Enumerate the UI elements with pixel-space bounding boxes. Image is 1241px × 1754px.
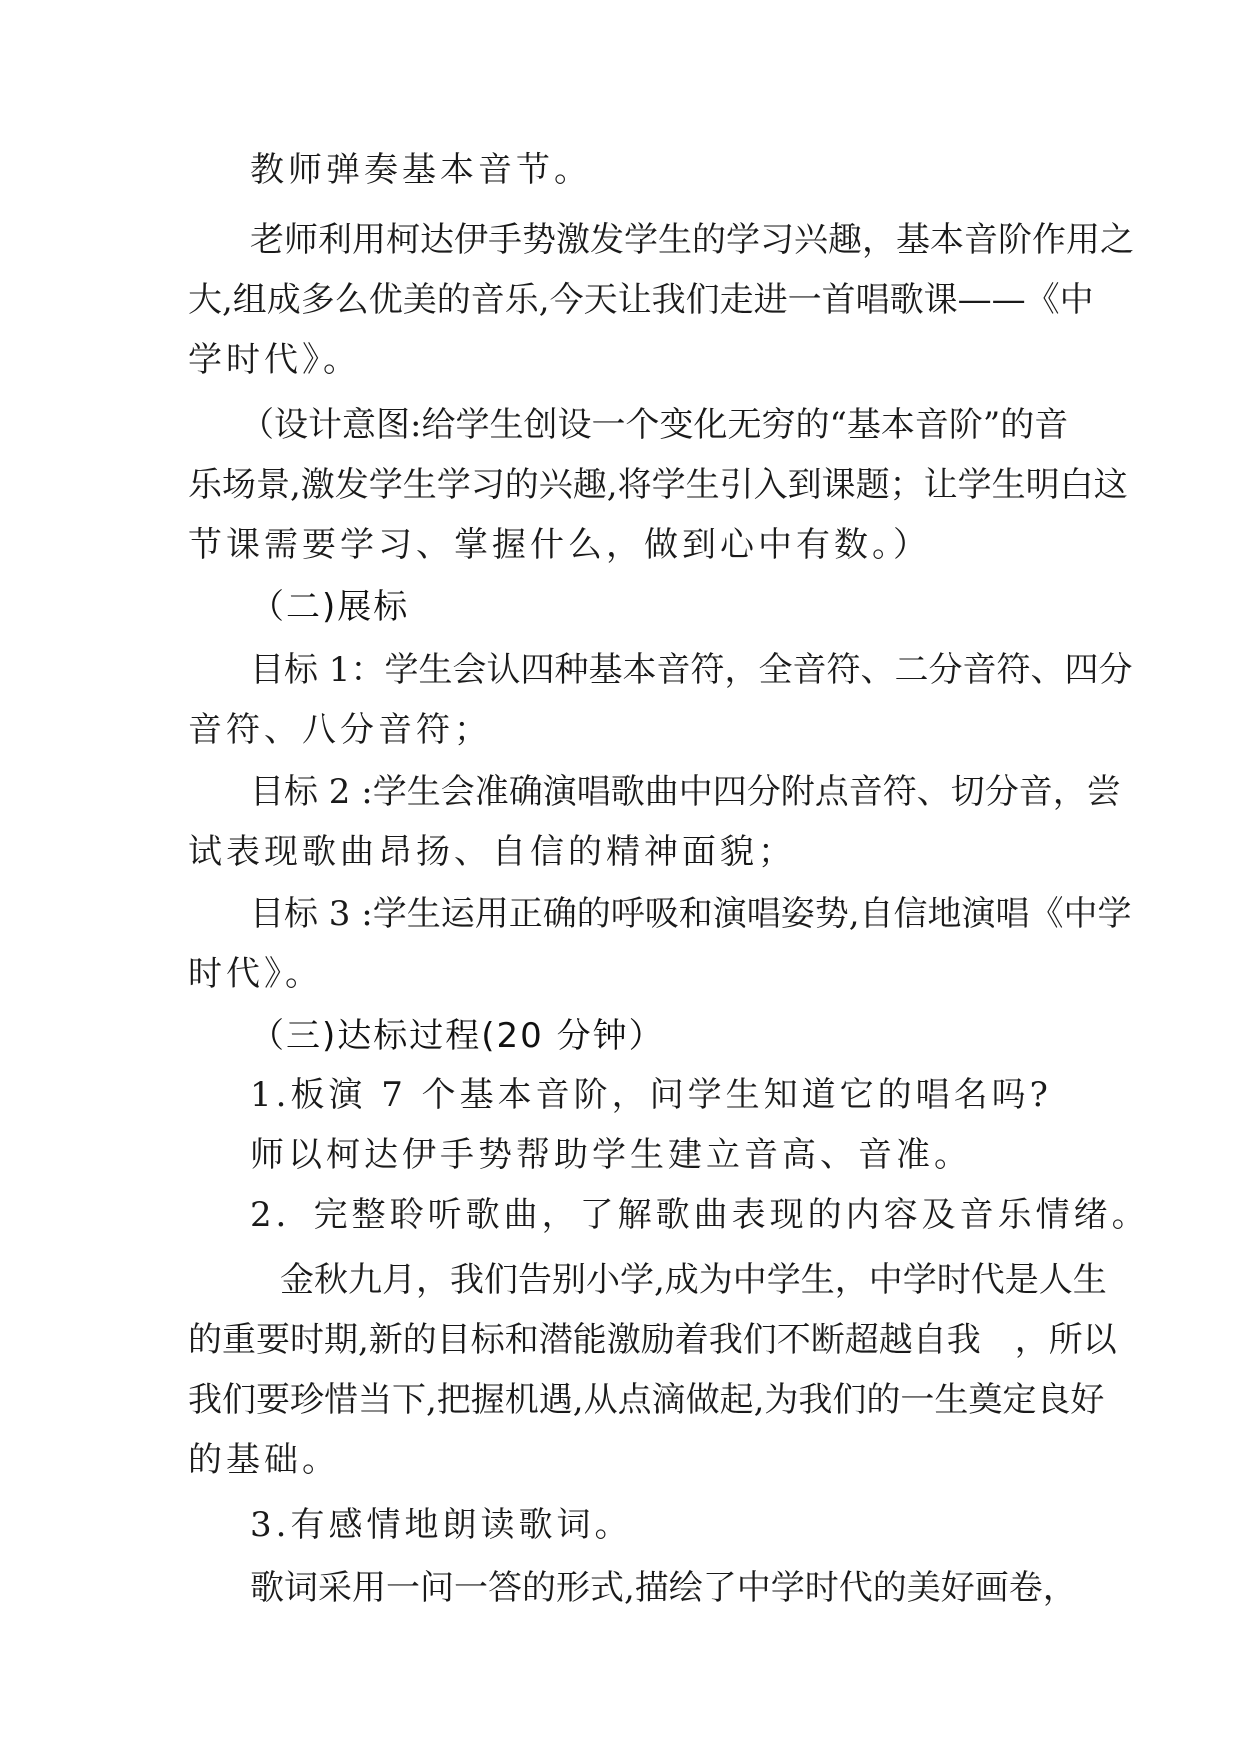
section-heading: （三)达标过程(20 分钟） [250,1016,665,1056]
paragraph-line: 乐场景,激发学生学习的兴趣,将学生引入到课题；让学生明白这 [188,465,1128,505]
paragraph-line: 的基础。 [188,1440,340,1480]
paragraph-line: 音符、八分音符； [188,710,492,750]
paragraph-line: 金秋九月，我们告别小学,成为中学生，中学时代是人生 [280,1260,1107,1300]
paragraph-line: 老师利用柯达伊手势激发学生的学习兴趣，基本音阶作用之 [250,220,1134,260]
paragraph-line: 3.有感情地朗读歌词。 [250,1505,633,1545]
paragraph-line: 目标 1：学生会认四种基本音符，全音符、二分音符、四分 [250,650,1133,690]
paragraph-line: 师以柯达伊手势帮助学生建立音高、音准。 [250,1135,972,1175]
paragraph-line: （设计意图:给学生创设一个变化无穷的“基本音阶”的音 [240,405,1069,445]
paragraph-line: 我们要珍惜当下,把握机遇,从点滴做起,为我们的一生奠定良好 [188,1380,1105,1420]
paragraph-line: 节课需要学习、掌握什么，做到心中有数。） [188,525,931,565]
paragraph-line: 试表现歌曲昂扬、自信的精神面貌； [188,832,796,872]
paragraph-line: 歌词采用一问一答的形式,描绘了中学时代的美好画卷， [250,1568,1077,1608]
section-heading: （二)展标 [250,587,410,627]
paragraph-line: 的重要时期,新的目标和潜能激励着我们不断超越自我 ，所以 [188,1320,1117,1360]
paragraph-line: 时代》。 [188,954,323,994]
paragraph-line: 2．完整聆听歌曲，了解歌曲表现的内容及音乐情绪。 [250,1195,1150,1235]
paragraph-line: 学时代》。 [188,340,361,380]
paragraph-line: 大,组成多么优美的音乐,今天让我们走进一首唱歌课——《中 [188,280,1094,320]
paragraph-line: 1.板演 7 个基本音阶，问学生知道它的唱名吗? [250,1075,1052,1115]
paragraph-line: 目标 3 :学生运用正确的呼吸和演唱姿势,自信地演唱《中学 [250,894,1132,934]
paragraph-line: 目标 2 :学生会准确演唱歌曲中四分附点音符、切分音，尝 [250,772,1121,812]
paragraph-line: 教师弹奏基本音节。 [250,150,592,190]
